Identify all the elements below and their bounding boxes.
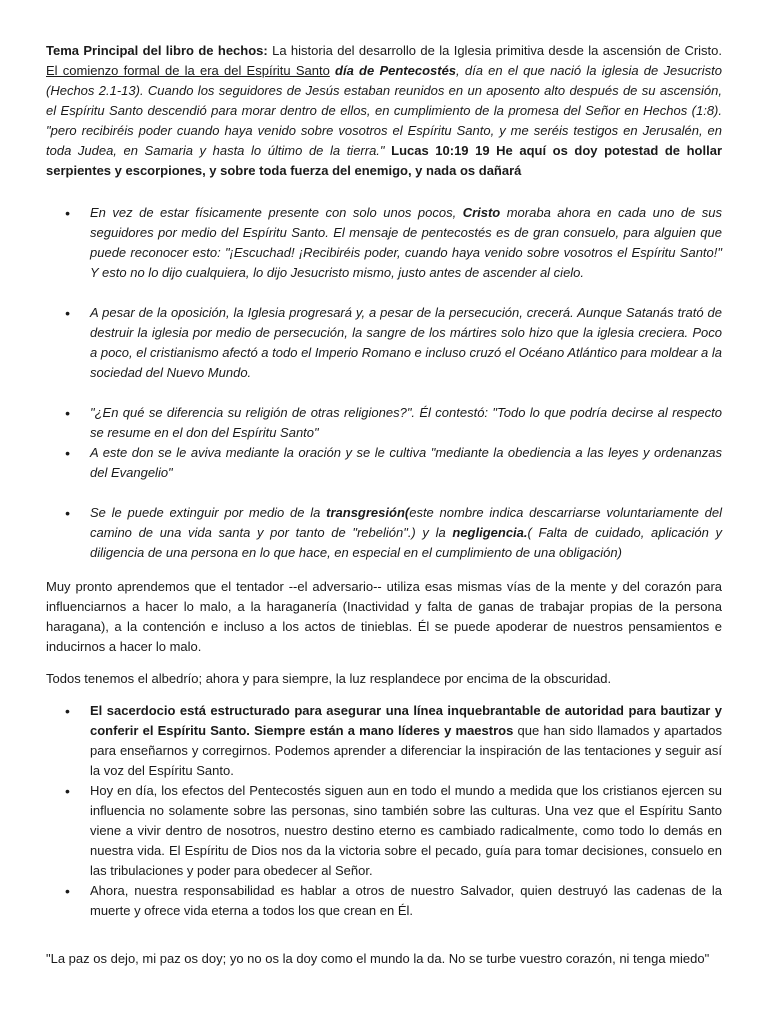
list-item <box>46 701 722 781</box>
list-item <box>46 203 722 283</box>
intro-bible-ref: Lucas 10:19 19 He aquí os doy potestad de hollar serpientes y escorpiones, y sobre toda fuerza del enemigo, y nada os dañará <box>46 143 723 178</box>
list-item <box>46 303 722 383</box>
bullet-list-1 <box>46 203 722 563</box>
document-page <box>46 41 722 969</box>
list-text: Hoy en día, los efectos del Pentecostés siguen aun en todo el mundo a medida que los cristianos ejercen su influencia no solamente sobre las personas, sino también sobre las culturas. Una vez que el Espíritu Santo viene a vivir dentro de nosotros, nuestro destino eterno es cambiado radicalmente, como todo lo demás en nuestra vida. El Espíritu de Dios nos da la victoria sobre el pecado, guía para tomar decisiones, consuelo en las tribulaciones y poder para obedecer al Señor. <box>90 783 722 878</box>
bullet-list-2 <box>46 701 722 921</box>
list-item <box>46 443 722 483</box>
list-bold: transgresión( <box>326 505 410 520</box>
list-item <box>46 503 722 563</box>
list-item <box>46 881 722 921</box>
list-text: Ahora, nuestra responsabilidad es hablar a otros de nuestro Salvador, quien destruyó las cadenas de la muerte y ofrece vida eterna a todos los que crean en Él. <box>90 883 722 918</box>
list-item <box>46 403 722 443</box>
intro-label: Tema Principal del libro de hechos: <box>46 43 268 58</box>
list-text: En vez de estar físicamente presente con solo unos pocos, <box>90 205 463 220</box>
intro-underlined: El comienzo formal de la era del Espíritu Santo <box>46 63 330 78</box>
list-text: ( Falta de cuidado, aplicación y diligencia de una persona en lo que hace, en especial en el cumplimiento de una obligación) <box>90 525 722 560</box>
adversary-paragraph: Muy pronto aprendemos que el tentador --el adversario-- utiliza esas mismas vías de la mente y del corazón para influenciarnos a hacer lo malo, a la haraganería (Inactividad y falta de ganas de trabajar propias de la persona haragana), a la contención e incluso a los actos de tinieblas. Él se puede apoderar de nuestros pensamientos e inducirnos a hacer lo malo. <box>46 579 722 654</box>
intro-italic-text: , día en el que nació la iglesia de Jesucristo (Hechos 2.1-13). Cuando los seguidores de Jesús estaban reunidos en un aposento alto después de su ascensión, el Espíritu Santo descendió para morar dentro de ellos, en cumplimiento de la promesa del Señor en Hechos (1:8). "pero recibiréis poder cuando haya venido sobre vosotros el Espíritu Santo, y me seréis testigos en Jerusalén, en toda Judea, en Samaria y hasta lo último de la tierra." <box>46 63 722 158</box>
list-text: moraba ahora en cada uno de sus seguidores por medio del Espíritu Santo. El mensaje de pentecostés es de gran consuelo, para alguien que puede reconocer esto: "¡Escuchad! ¡Recibiréis poder, cuando haya venido sobre vosotros el Espíritu Santo!" Y esto no lo dijo cualquiera, lo dijo Jesucristo mismo, justo antes de ascender al cielo. <box>90 205 722 280</box>
list-bold: El sacerdocio está estructurado para asegurar una línea inquebrantable de autoridad para bautizar y conferir el Espíritu Santo. Siempre están a mano líderes y maestros <box>90 703 722 738</box>
list-item <box>46 781 722 881</box>
intro-pentecost: día de Pentecostés <box>329 63 457 78</box>
closing-quote: "La paz os dejo, mi paz os doy; yo no os la doy como el mundo la da. No se turbe vuestro corazón, ni tenga miedo" <box>46 951 710 966</box>
intro-paragraph <box>46 41 722 181</box>
list-text: A pesar de la oposición, la Iglesia progresará y, a pesar de la persecución, crecerá. Aunque Satanás trató de destruir la iglesia por medio de persecución, la sangre de los mártires solo hizo que la iglesia creciera. Poco a poco, el cristianismo afectó a todo el Imperio Romano e incluso cruzó el Océano Atlántico para moldear a la sociedad del Nuevo Mundo. <box>90 305 722 380</box>
list-text: A este don se le aviva mediante la oración y se le cultiva "mediante la obediencia a las leyes y ordenanzas del Evangelio" <box>90 445 722 480</box>
list-bold: negligencia. <box>452 525 528 540</box>
albedrio-paragraph: Todos tenemos el albedrío; ahora y para siempre, la luz resplandece por encima de la obscuridad. <box>46 671 612 686</box>
list-text: Se le puede extinguir por medio de la <box>90 505 327 520</box>
list-text: "¿En qué se diferencia su religión de otras religiones?". Él contestó: "Todo lo que podría decirse al respecto se resume en el don del Espíritu Santo" <box>90 405 722 440</box>
list-text: que han sido llamados y apartados para enseñarnos y corregirnos. Podemos aprender a diferenciar la inspiración de las tentaciones y seguir así la voz del Espíritu Santo. <box>90 723 723 778</box>
intro-text: La historia del desarrollo de la Iglesia primitiva desde la ascensión de Cristo. <box>267 43 723 58</box>
list-text: este nombre indica descarriarse voluntariamente del camino de una vida santa y por tanto de "rebelión".) y la <box>90 505 722 540</box>
list-bold: Cristo <box>462 205 501 220</box>
